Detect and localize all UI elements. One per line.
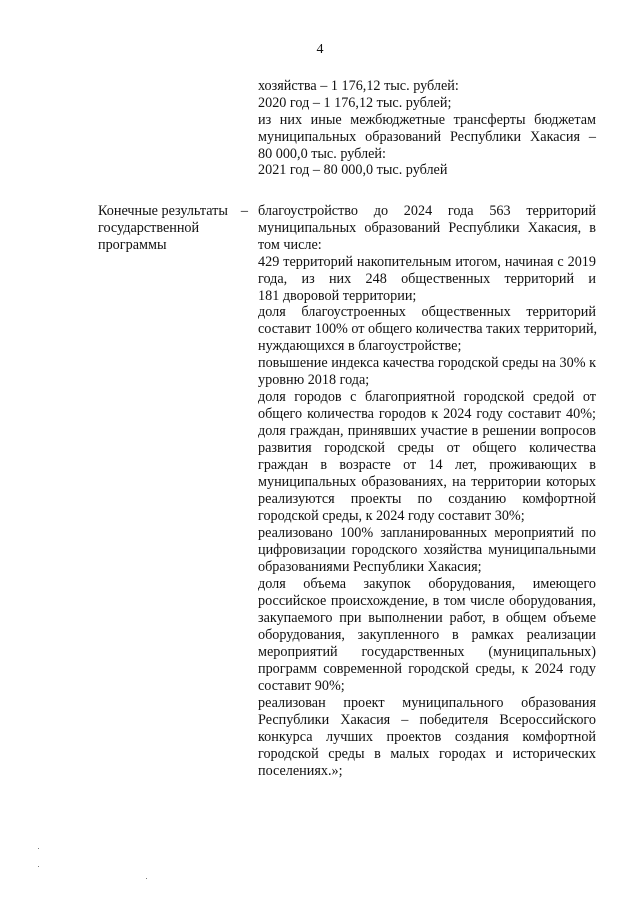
funding-line: 2020 год – 1 176,12 тыс. рублей; <box>258 95 452 111</box>
scan-speck <box>38 848 39 849</box>
section-label-line: Конечные результаты <box>98 203 228 219</box>
results-line: конкурса лучших проектов создания комфортной <box>258 729 596 745</box>
funding-line: 2021 год – 80 000,0 тыс. рублей <box>258 162 448 178</box>
results-line: составит 90%; <box>258 678 345 694</box>
results-line: составит 100% от общего количества таких территорий, <box>258 321 598 337</box>
funding-line: из них иные межбюджетные трансферты бюджетам <box>258 112 596 128</box>
section-label-line: программы <box>98 237 167 253</box>
results-line: 181 дворовой территории; <box>258 288 417 304</box>
results-line: муниципальных образований Республики Хакасия, в <box>258 220 596 236</box>
section-label-line: государственной <box>98 220 200 236</box>
results-line: 429 территорий накопительным итогом, начиная с 2019 <box>258 254 596 270</box>
results-line: реализован проект муниципального образования <box>258 695 596 711</box>
results-line: доля объема закупок оборудования, имеющего <box>258 576 596 592</box>
results-line: поселениях.»; <box>258 763 343 779</box>
funding-line: муниципальных образований Республики Хакасия – <box>258 129 596 145</box>
page-number: 4 <box>316 42 324 57</box>
results-line: Республики Хакасия – победителя Всероссийского <box>258 712 596 728</box>
results-line: цифровизации городского хозяйства муниципальными <box>258 542 596 558</box>
results-line: доля благоустроенных общественных территорий <box>258 304 596 320</box>
results-line: мероприятий государственных (муниципальных) <box>258 644 596 660</box>
results-line: благоустройство до 2024 года 563 территорий <box>258 203 596 219</box>
scan-speck <box>38 866 39 867</box>
results-line: реализуются проекты по созданию комфортной <box>258 491 596 507</box>
results-line: российское происхождение, в том числе оборудования, <box>258 593 596 609</box>
results-line: нуждающихся в благоустройстве; <box>258 338 462 354</box>
results-line: программ современной городской среды, к 2024 году <box>258 661 596 677</box>
results-line: городской среды, к 2024 году составит 30%; <box>258 508 525 524</box>
results-line: доля городов с благоприятной городской средой от <box>258 389 596 405</box>
results-line: года, из них 248 общественных территорий и <box>258 271 596 287</box>
results-line: оборудования, закупленного в рамках реализации <box>258 627 596 643</box>
results-line: уровню 2018 года; <box>258 372 370 388</box>
results-line: муниципальных образованиях, на территории которых <box>258 474 596 490</box>
results-line: том числе: <box>258 237 322 253</box>
scan-speck <box>146 878 147 879</box>
results-line: общего количества городов к 2024 году составит 40%; <box>258 406 596 422</box>
funding-line: 80 000,0 тыс. рублей: <box>258 146 386 162</box>
results-line: развития городской среды от общего количества <box>258 440 596 456</box>
results-line: доля граждан, принявших участие в решении вопросов <box>258 423 596 439</box>
results-line: граждан в возрасте от 14 лет, проживающих в <box>258 457 596 473</box>
results-line: реализовано 100% запланированных мероприятий по <box>258 525 596 541</box>
results-line: городской среды в малых городах и исторических <box>258 746 596 762</box>
funding-line: хозяйства – 1 176,12 тыс. рублей: <box>258 78 459 94</box>
results-line: образованиями Республики Хакасия; <box>258 559 482 575</box>
results-line: закупаемого при выполнении работ, в общем объеме <box>258 610 596 626</box>
section-label-dash: – <box>240 203 248 219</box>
results-line: повышение индекса качества городской среды на 30% к <box>258 355 596 371</box>
